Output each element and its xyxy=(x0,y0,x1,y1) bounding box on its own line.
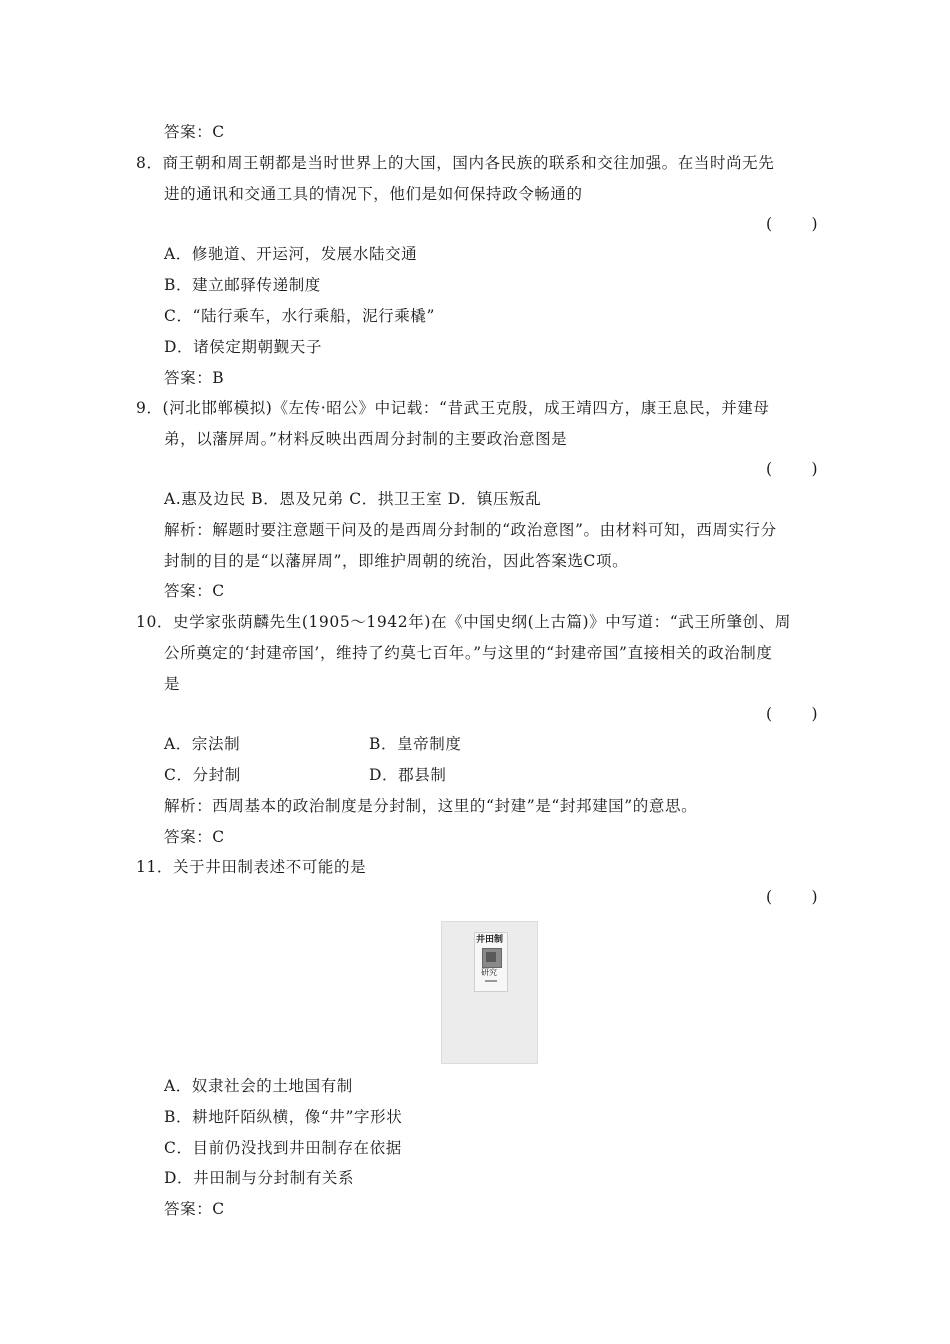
q9-stem-line2: 弟，以藩屏周。”材料反映出西周分封制的主要政治意图是 xyxy=(164,430,568,448)
q9-answer-blank: ( ) xyxy=(766,460,818,478)
q7-answer: 答案：C xyxy=(164,123,225,141)
q9-analysis-line1: 解析：解题时要注意题干问及的是西周分封制的“政治意图”。由材料可知，西周实行分 xyxy=(164,521,777,539)
q8-answer-blank: ( ) xyxy=(766,215,818,233)
book-cover-author-mark xyxy=(485,980,497,982)
q9-options: A.惠及边民 B．恩及兄弟 C．拱卫王室 D．镇压叛乱 xyxy=(164,490,542,508)
q8-option-b: B．建立邮驿传递制度 xyxy=(164,276,321,294)
q10-option-c: C．分封制 xyxy=(164,766,241,784)
q8-option-d: D．诸侯定期朝觐天子 xyxy=(164,338,322,356)
q11-answer-blank: ( ) xyxy=(766,888,818,906)
q10-stem-line1: 10．史学家张荫麟先生(1905～1942年)在《中国史纲(上古篇)》中写道：“武王所肇创、周 xyxy=(136,613,791,631)
q9-stem-line1: 9．(河北邯郸模拟)《左传·昭公》中记载：“昔武王克殷，成王靖四方，康王息民，并建母 xyxy=(136,399,770,417)
q9-answer: 答案：C xyxy=(164,582,225,600)
q10-option-a: A．宗法制 xyxy=(164,735,241,753)
book-cover-emblem-center-icon xyxy=(486,952,496,962)
q10-option-b: B．皇帝制度 xyxy=(369,735,462,753)
q8-stem-line2: 进的通讯和交通工具的情况下，他们是如何保持政令畅通的 xyxy=(164,185,583,203)
q10-answer: 答案：C xyxy=(164,828,225,846)
q11-option-c: C．目前仍没找到井田制存在依据 xyxy=(164,1139,402,1157)
q11-answer: 答案：C xyxy=(164,1200,225,1218)
q9-analysis-line2: 封制的目的是“以藩屏周”，即维护周朝的统治，因此答案选C项。 xyxy=(164,552,629,570)
book-cover-label xyxy=(474,932,508,992)
book-cover-subtitle: 研究 xyxy=(481,968,497,977)
q8-option-c: C．“陆行乘车，水行乘船，泥行乘橇” xyxy=(164,307,436,325)
q8-stem-line1: 8．商王朝和周王朝都是当时世界上的大国，国内各民族的联系和交往加强。在当时尚无先 xyxy=(136,154,775,172)
q10-stem-line2: 公所奠定的‘封建帝国’，维持了约莫七百年。”与这里的“封建帝国”直接相关的政治制度 xyxy=(164,644,773,662)
q10-stem-line3: 是 xyxy=(164,675,181,693)
q10-option-d: D．郡县制 xyxy=(369,766,447,784)
book-cover-title: 井田制 xyxy=(476,935,504,945)
q10-analysis: 解析：西周基本的政治制度是分封制，这里的“封建”是“封邦建国”的意思。 xyxy=(164,797,698,815)
q10-answer-blank: ( ) xyxy=(766,705,818,723)
q8-option-a: A．修驰道、开运河，发展水陆交通 xyxy=(164,245,418,263)
q11-option-d: D．井田制与分封制有关系 xyxy=(164,1169,355,1187)
q11-option-b: B．耕地阡陌纵横，像“井”字形状 xyxy=(164,1108,403,1126)
q8-answer: 答案：B xyxy=(164,369,225,387)
q11-stem: 11．关于井田制表述不可能的是 xyxy=(136,858,367,876)
book-cover-image xyxy=(441,921,538,1064)
q11-option-a: A．奴隶社会的土地国有制 xyxy=(164,1077,353,1095)
